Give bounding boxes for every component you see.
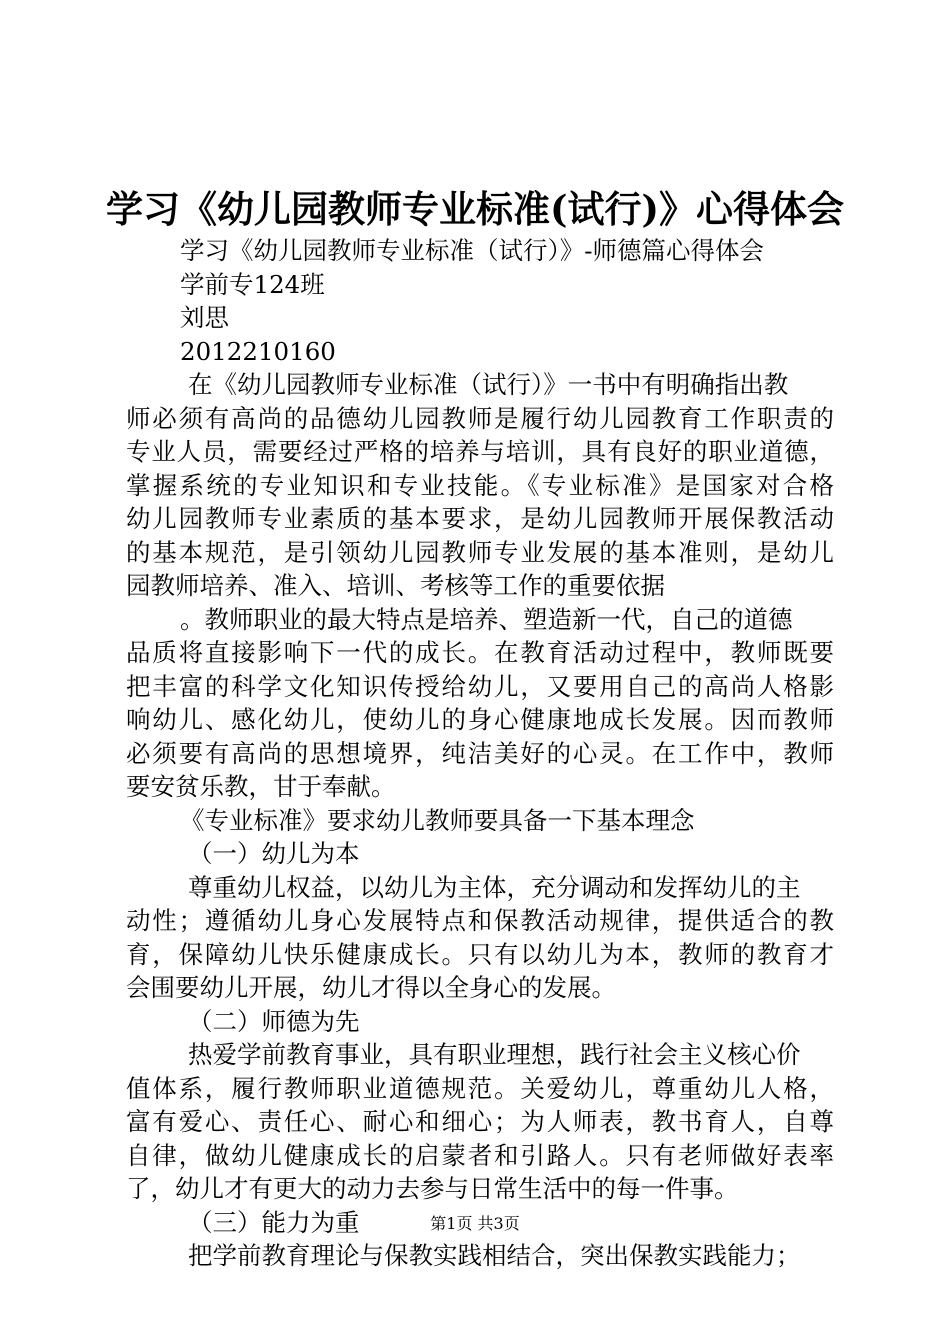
paragraph-line: 的基本规范，是引领幼儿园教师专业发展的基本准则，是幼儿 — [126, 537, 834, 567]
subtitle: 学习《幼儿园教师专业标准（试行）》-师德篇心得体会 — [180, 236, 765, 265]
paragraph-line: 值体系，履行教师职业道德规范。关爱幼儿，尊重幼儿人格， — [126, 1073, 834, 1103]
paragraph-line: 必须要有高尚的思想境界，纯洁美好的心灵。在工作中，教师 — [126, 738, 834, 768]
paragraph-line: 《专业标准》要求幼儿教师要具备一下基本理念 — [180, 805, 695, 835]
section-heading: （一）幼儿为本 — [188, 839, 360, 868]
paragraph-line: 会围要幼儿开展，幼儿才得以全身心的发展。 — [126, 973, 616, 1002]
paragraph-line: 要安贫乐教，甘于奉献。 — [126, 772, 396, 801]
paragraph-line: 掌握系统的专业知识和专业技能。《专业标准》是国家对合格 — [126, 470, 834, 500]
paragraph-line: 幼儿园教师专业素质的基本要求，是幼儿园教师开展保教活动 — [126, 504, 834, 533]
paragraph-line: 专业人员，需要经过严格的培养与培训，具有良好的职业道德， — [126, 437, 834, 466]
paragraph-line: 把丰富的科学文化知识传授给幼儿，又要用自己的高尚人格影 — [126, 671, 834, 701]
document-body — [126, 234, 834, 1273]
class-name: 学前专124班 — [180, 269, 325, 299]
paragraph-line: 尊重幼儿权益，以幼儿为主体，充分调动和发挥幼儿的主 — [188, 872, 801, 902]
paragraph-line: 自律，做幼儿健康成长的启蒙者和引路人。只有老师做好表率 — [126, 1140, 834, 1170]
paragraph-line: 。教师职业的最大特点是培养、塑造新一代，自己的道德 — [180, 604, 793, 634]
page-indicator: 第1页 共3页 — [430, 1214, 520, 1233]
paragraph-line: 富有爱心、责任心、耐心和细心；为人师表，教书育人，自尊 — [126, 1107, 834, 1136]
paragraph-line: 在《幼儿园教师专业标准（试行）》一书中有明确指出教 — [188, 370, 789, 399]
author-name: 刘思 — [180, 303, 229, 332]
paragraph-line: 师必须有高尚的品德幼儿园教师是履行幼儿园教育工作职责的 — [126, 403, 834, 433]
section-heading: （二）师德为先 — [188, 1006, 360, 1036]
paragraph-line: 育，保障幼儿快乐健康成长。只有以幼儿为本，教师的教育才 — [126, 939, 834, 969]
student-id: 2012210160 — [180, 336, 336, 366]
paragraph-line: 热爱学前教育事业，具有职业理想，践行社会主义核心价 — [188, 1040, 801, 1069]
paragraph-line: 动性；遵循幼儿身心发展特点和保教活动规律，提供适合的教 — [126, 906, 834, 935]
paragraph-line: 了，幼儿才有更大的动力去参与日常生活中的每一件事。 — [126, 1174, 739, 1203]
paragraph-line: 响幼儿、感化幼儿，使幼儿的身心健康地成长发展。因而教师 — [126, 705, 834, 734]
section-heading: （三）能力为重 — [188, 1207, 360, 1237]
paragraph-line: 园教师培养、准入、培训、考核等工作的重要依据 — [126, 571, 665, 600]
document-title: 学习《幼儿园教师专业标准(试行)》心得体会 — [105, 187, 844, 231]
paragraph-line: 品质将直接影响下一代的成长。在教育活动过程中，教师既要 — [126, 638, 834, 667]
paragraph-line: 把学前教育理论与保教实践相结合，突出保教实践能力； — [188, 1241, 801, 1270]
